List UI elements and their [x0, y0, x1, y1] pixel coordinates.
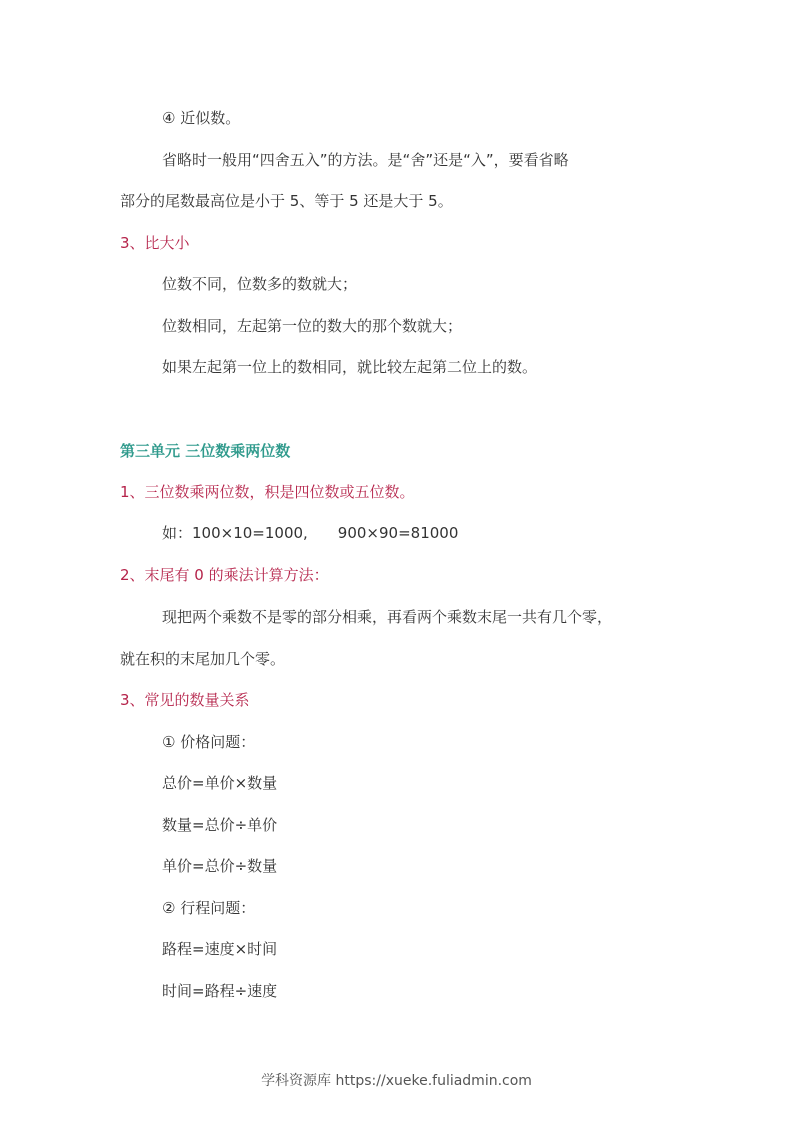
- point-2-heading: 2、末尾有 0 的乘法计算方法：: [120, 566, 329, 584]
- compare-rule-2: 位数相同，左起第一位的数大的那个数就大；: [162, 317, 463, 335]
- compare-rule-3: 如果左起第一位上的数相同，就比较左起第二位上的数。: [162, 358, 538, 376]
- travel-formula-1: 路程=速度×时间: [162, 940, 278, 958]
- travel-problem-title: ② 行程问题：: [162, 899, 256, 917]
- price-problem-title: ① 价格问题：: [162, 733, 256, 751]
- compare-rule-1: 位数不同，位数多的数就大；: [162, 275, 358, 293]
- example-b: 900×90=81000: [337, 524, 459, 542]
- travel-formula-2: 时间=路程÷速度: [162, 982, 278, 1000]
- price-formula-1: 总价=单价×数量: [162, 774, 278, 792]
- point-2-line-2: 就在积的末尾加几个零。: [120, 650, 286, 668]
- approx-numbers-title: ④ 近似数。: [162, 109, 241, 127]
- unit-3-title: 第三单元 三位数乘两位数: [120, 442, 291, 460]
- example-a: 如：100×10=1000,: [162, 524, 308, 542]
- compare-heading: 3、比大小: [120, 234, 190, 252]
- point-2-line-1: 现把两个乘数不是零的部分相乘，再看两个乘数末尾一共有几个零，: [162, 608, 613, 626]
- point-1-heading: 1、三位数乘两位数，积是四位数或五位数。: [120, 483, 415, 501]
- point-3-heading: 3、常见的数量关系: [120, 691, 250, 709]
- approx-paragraph-line-1: 省略时一般用“四舍五入”的方法。是“舍”还是“入”，要看省略: [162, 151, 569, 169]
- price-formula-2: 数量=总价÷单价: [162, 816, 278, 834]
- point-1-example: [162, 523, 458, 543]
- page-footer: 学科资源库 https://xueke.fuliadmin.com: [261, 1073, 532, 1089]
- price-formula-3: 单价=总价÷数量: [162, 857, 278, 875]
- approx-paragraph-line-2: 部分的尾数最高位是小于 5、等于 5 还是大于 5。: [120, 192, 453, 210]
